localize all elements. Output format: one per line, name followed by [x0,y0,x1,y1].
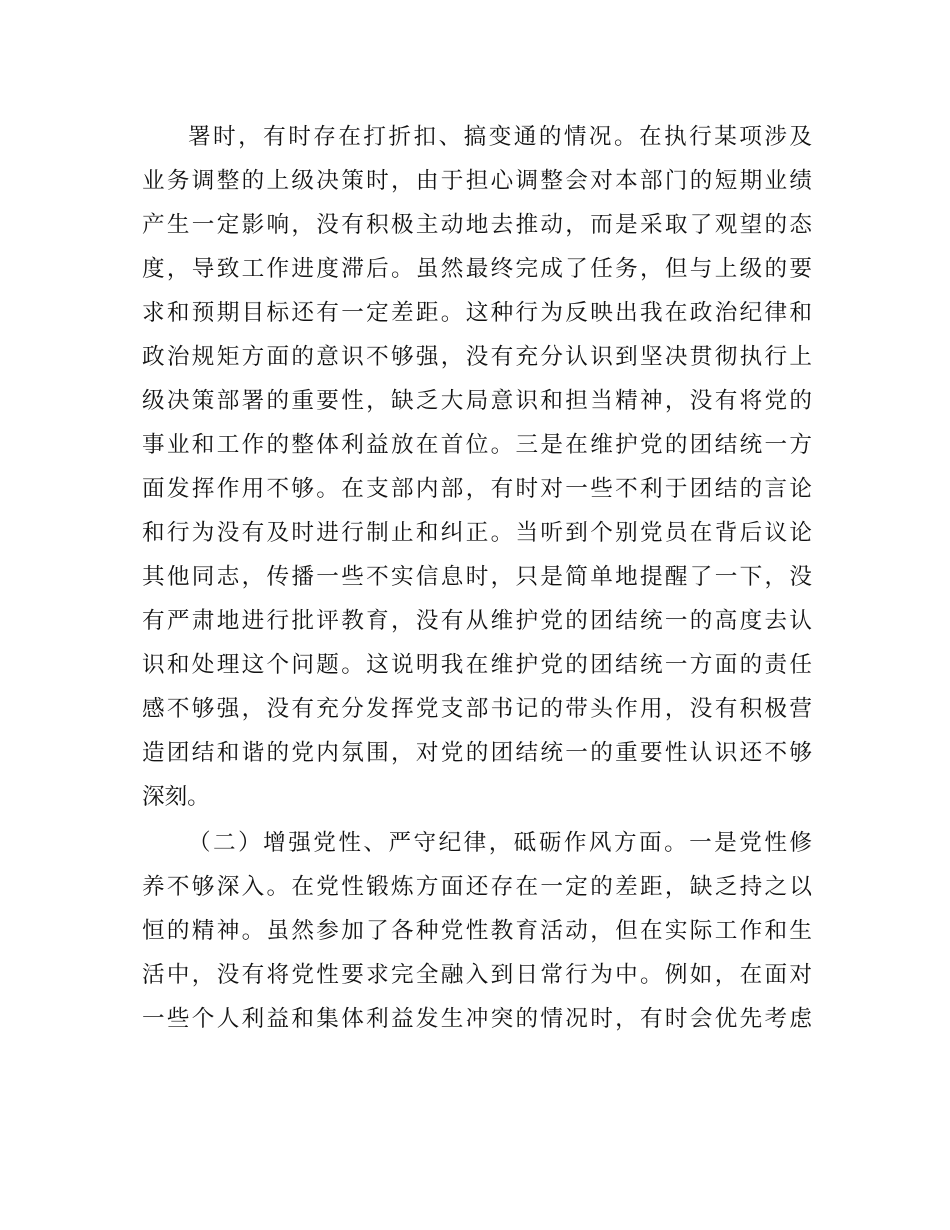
text-line: 活中，没有将党性要求完全融入到日常行为中。例如，在面对 [142,962,812,988]
text-line: 有严肃地进行批评教育，没有从维护党的团结统一的高度去认 [142,608,812,634]
text-line: 其他同志，传播一些不实信息时，只是简单地提醒了一下，没 [142,564,812,590]
text-line: 事业和工作的整体利益放在首位。三是在维护党的团结统一方 [142,432,812,458]
text-line: 造团结和谐的党内氛围，对党的团结统一的重要性认识还不够 [142,740,812,766]
text-line: 识和处理这个问题。这说明我在维护党的团结统一方面的责任 [142,652,812,678]
text-line: 级决策部署的重要性，缺乏大局意识和担当精神，没有将党的 [142,388,812,414]
text-line: 面发挥作用不够。在支部内部，有时对一些不利于团结的言论 [142,476,812,502]
text-line: 一些个人利益和集体利益发生冲突的情况时，有时会优先考虑 [142,1006,812,1032]
text-line: （二）增强党性、严守纪律，砥砺作风方面。一是党性修 [188,830,812,856]
text-line: 求和预期目标还有一定差距。这种行为反映出我在政治纪律和 [142,300,812,326]
text-line: 深刻。 [142,784,210,810]
text-line: 恒的精神。虽然参加了各种党性教育活动，但在实际工作和生 [142,918,812,944]
text-line: 感不够强，没有充分发挥党支部书记的带头作用，没有积极营 [142,696,812,722]
text-line: 署时，有时存在打折扣、搞变通的情况。在执行某项涉及 [188,124,812,150]
text-line: 产生一定影响，没有积极主动地去推动，而是采取了观望的态 [142,212,812,238]
text-line: 养不够深入。在党性锻炼方面还存在一定的差距，缺乏持之以 [142,874,812,900]
text-line: 度，导致工作进度滞后。虽然最终完成了任务，但与上级的要 [142,256,812,282]
text-line: 业务调整的上级决策时，由于担心调整会对本部门的短期业绩 [142,168,812,194]
text-line: 和行为没有及时进行制止和纠正。当听到个别党员在背后议论 [142,520,812,546]
text-line: 政治规矩方面的意识不够强，没有充分认识到坚决贯彻执行上 [142,344,812,370]
